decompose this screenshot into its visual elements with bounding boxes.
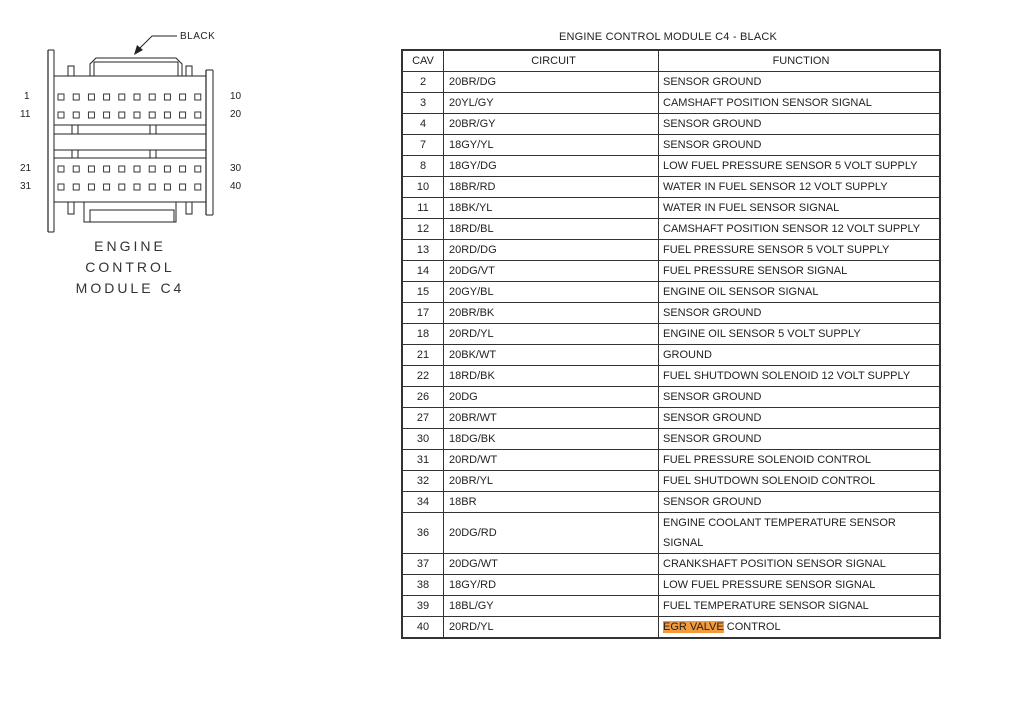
table-row [402,198,940,219]
table-row [402,261,940,282]
table-row [402,471,940,492]
table-row [402,240,940,261]
pin-cavity-17 [149,112,155,118]
cell-function: ENGINE OIL SENSOR 5 VOLT SUPPLY [659,324,941,345]
cell-circuit: 20DG/VT [444,261,659,282]
cell-circuit: 20BR/YL [444,471,659,492]
table-row [402,156,940,177]
cell-function: ENGINE COOLANT TEMPERATURE SENSOR SIGNAL [659,513,941,554]
pin-cavity-32 [73,184,79,190]
pin-cavity-15 [119,112,125,118]
cell-circuit: 18BR [444,492,659,513]
cell-circuit: 20RD/WT [444,450,659,471]
table-row [402,554,940,575]
cell-cav: 31 [402,450,444,471]
cell-function: CAMSHAFT POSITION SENSOR 12 VOLT SUPPLY [659,219,941,240]
cell-circuit: 18GY/DG [444,156,659,177]
cell-cav: 7 [402,135,444,156]
cell-cav: 8 [402,156,444,177]
pin-cavity-34 [104,184,110,190]
table-row [402,114,940,135]
cell-function: FUEL PRESSURE SENSOR 5 VOLT SUPPLY [659,240,941,261]
cell-circuit: 18DG/BK [444,429,659,450]
cell-circuit: 20BR/WT [444,408,659,429]
table-row [402,450,940,471]
pin-label-30: 30 [230,163,242,174]
cell-cav: 40 [402,617,444,639]
cell-function: SENSOR GROUND [659,429,941,450]
table-row [402,492,940,513]
pin-cavity-27 [149,166,155,172]
cell-cav: 17 [402,303,444,324]
pin-cavity-24 [104,166,110,172]
pin-cavity-37 [149,184,155,190]
header-cav: CAV [402,50,444,72]
cell-function: LOW FUEL PRESSURE SENSOR 5 VOLT SUPPLY [659,156,941,177]
cell-cav: 39 [402,596,444,617]
pin-grid [58,94,201,190]
cell-function: LOW FUEL PRESSURE SENSOR SIGNAL [659,575,941,596]
pinout-table [401,49,941,639]
table-row [402,282,940,303]
pin-cavity-33 [88,184,94,190]
pin-cavity-7 [149,94,155,100]
pin-cavity-5 [119,94,125,100]
pin-cavity-21 [58,166,64,172]
pin-cavity-14 [104,112,110,118]
cell-function: FUEL PRESSURE SENSOR SIGNAL [659,261,941,282]
cell-function: SENSOR GROUND [659,303,941,324]
pin-cavity-8 [164,94,170,100]
table-row [402,72,940,93]
table-row [402,575,940,596]
cell-cav: 18 [402,324,444,345]
pin-cavity-12 [73,112,79,118]
pin-label-31: 31 [20,181,32,192]
header-function: FUNCTION [659,50,941,72]
pin-cavity-19 [180,112,186,118]
pin-cavity-23 [88,166,94,172]
pin-cavity-28 [164,166,170,172]
cell-circuit: 18GY/YL [444,135,659,156]
cell-cav: 36 [402,513,444,554]
connector-color-label: BLACK [180,31,216,42]
pin-cavity-16 [134,112,140,118]
cell-function: SENSOR GROUND [659,72,941,93]
pin-cavity-39 [180,184,186,190]
cell-function: SENSOR GROUND [659,135,941,156]
pin-cavity-2 [73,94,79,100]
cell-function: CAMSHAFT POSITION SENSOR SIGNAL [659,93,941,114]
table-row [402,429,940,450]
cell-cav: 4 [402,114,444,135]
pin-label-1: 1 [24,91,30,102]
cell-cav: 27 [402,408,444,429]
pin-cavity-38 [164,184,170,190]
header-circuit: CIRCUIT [444,50,659,72]
cell-function: FUEL TEMPERATURE SENSOR SIGNAL [659,596,941,617]
cell-function: ENGINE OIL SENSOR SIGNAL [659,282,941,303]
cell-function: FUEL PRESSURE SOLENOID CONTROL [659,450,941,471]
cell-cav: 30 [402,429,444,450]
pin-cavity-9 [180,94,186,100]
cell-circuit: 20YL/GY [444,93,659,114]
connector-diagram [0,0,300,320]
table-row [402,219,940,240]
cell-cav: 21 [402,345,444,366]
cell-circuit: 20DG [444,387,659,408]
cell-cav: 22 [402,366,444,387]
table-body [402,72,940,639]
pin-label-21: 21 [20,163,32,174]
table-row [402,513,940,554]
table-row [402,324,940,345]
pin-cavity-4 [104,94,110,100]
cell-function: FUEL SHUTDOWN SOLENOID CONTROL [659,471,941,492]
cell-function: WATER IN FUEL SENSOR SIGNAL [659,198,941,219]
cell-circuit: 18BK/YL [444,198,659,219]
pin-cavity-36 [134,184,140,190]
cell-cav: 34 [402,492,444,513]
pin-cavity-30 [195,166,201,172]
cell-circuit: 20BR/BK [444,303,659,324]
pin-cavity-11 [58,112,64,118]
cell-cav: 26 [402,387,444,408]
cell-function: GROUND [659,345,941,366]
cell-circuit: 20DG/RD [444,513,659,554]
pin-label-40: 40 [230,181,242,192]
cell-cav: 11 [402,198,444,219]
pin-cavity-29 [180,166,186,172]
table-title: ENGINE CONTROL MODULE C4 - BLACK [558,31,778,43]
cell-function [659,617,941,639]
cell-cav: 2 [402,72,444,93]
cell-circuit: 18RD/BL [444,219,659,240]
pin-cavity-25 [119,166,125,172]
module-title-line-3: MODULE C4 [75,280,185,296]
cell-cav: 13 [402,240,444,261]
table-row [402,135,940,156]
table-row [402,303,940,324]
cell-function: SENSOR GROUND [659,408,941,429]
cell-circuit: 18BR/RD [444,177,659,198]
table-header-row [402,50,940,72]
pin-cavity-1 [58,94,64,100]
cell-cav: 15 [402,282,444,303]
table-row [402,387,940,408]
table-row [402,366,940,387]
cell-function: FUEL SHUTDOWN SOLENOID 12 VOLT SUPPLY [659,366,941,387]
table-row [402,596,940,617]
pin-cavity-10 [195,94,201,100]
cell-circuit: 20RD/YL [444,617,659,639]
cell-circuit: 18RD/BK [444,366,659,387]
table-row [402,93,940,114]
cell-circuit: 20BK/WT [444,345,659,366]
cell-function: CRANKSHAFT POSITION SENSOR SIGNAL [659,554,941,575]
pin-label-10: 10 [230,91,242,102]
module-title-line-1: ENGINE [94,238,166,254]
cell-function: SENSOR GROUND [659,114,941,135]
cell-function: WATER IN FUEL SENSOR 12 VOLT SUPPLY [659,177,941,198]
pin-cavity-3 [88,94,94,100]
cell-cav: 3 [402,93,444,114]
table-row [402,177,940,198]
cell-circuit: 20DG/WT [444,554,659,575]
pin-cavity-20 [195,112,201,118]
cell-circuit: 20BR/GY [444,114,659,135]
cell-function: SENSOR GROUND [659,387,941,408]
cell-cav: 10 [402,177,444,198]
cell-cav: 32 [402,471,444,492]
cell-cav: 14 [402,261,444,282]
cell-function: SENSOR GROUND [659,492,941,513]
table-row [402,345,940,366]
table-row [402,617,940,639]
cell-circuit: 20BR/DG [444,72,659,93]
cell-circuit: 20RD/YL [444,324,659,345]
cell-circuit: 18GY/RD [444,575,659,596]
pin-cavity-35 [119,184,125,190]
cell-cav: 38 [402,575,444,596]
pin-cavity-40 [195,184,201,190]
pin-cavity-22 [73,166,79,172]
pin-label-20: 20 [230,109,242,120]
cell-cav: 37 [402,554,444,575]
pin-cavity-18 [164,112,170,118]
pin-cavity-26 [134,166,140,172]
pin-cavity-31 [58,184,64,190]
pin-cavity-6 [134,94,140,100]
cell-circuit: 18BL/GY [444,596,659,617]
pin-label-11: 11 [20,109,31,120]
highlighted-term: EGR VALVE [663,621,724,633]
cell-circuit: 20RD/DG [444,240,659,261]
cell-cav: 12 [402,219,444,240]
cell-circuit: 20GY/BL [444,282,659,303]
module-title-line-2: CONTROL [85,259,175,275]
table-row [402,408,940,429]
function-text: CONTROL [723,621,781,633]
pin-cavity-13 [88,112,94,118]
